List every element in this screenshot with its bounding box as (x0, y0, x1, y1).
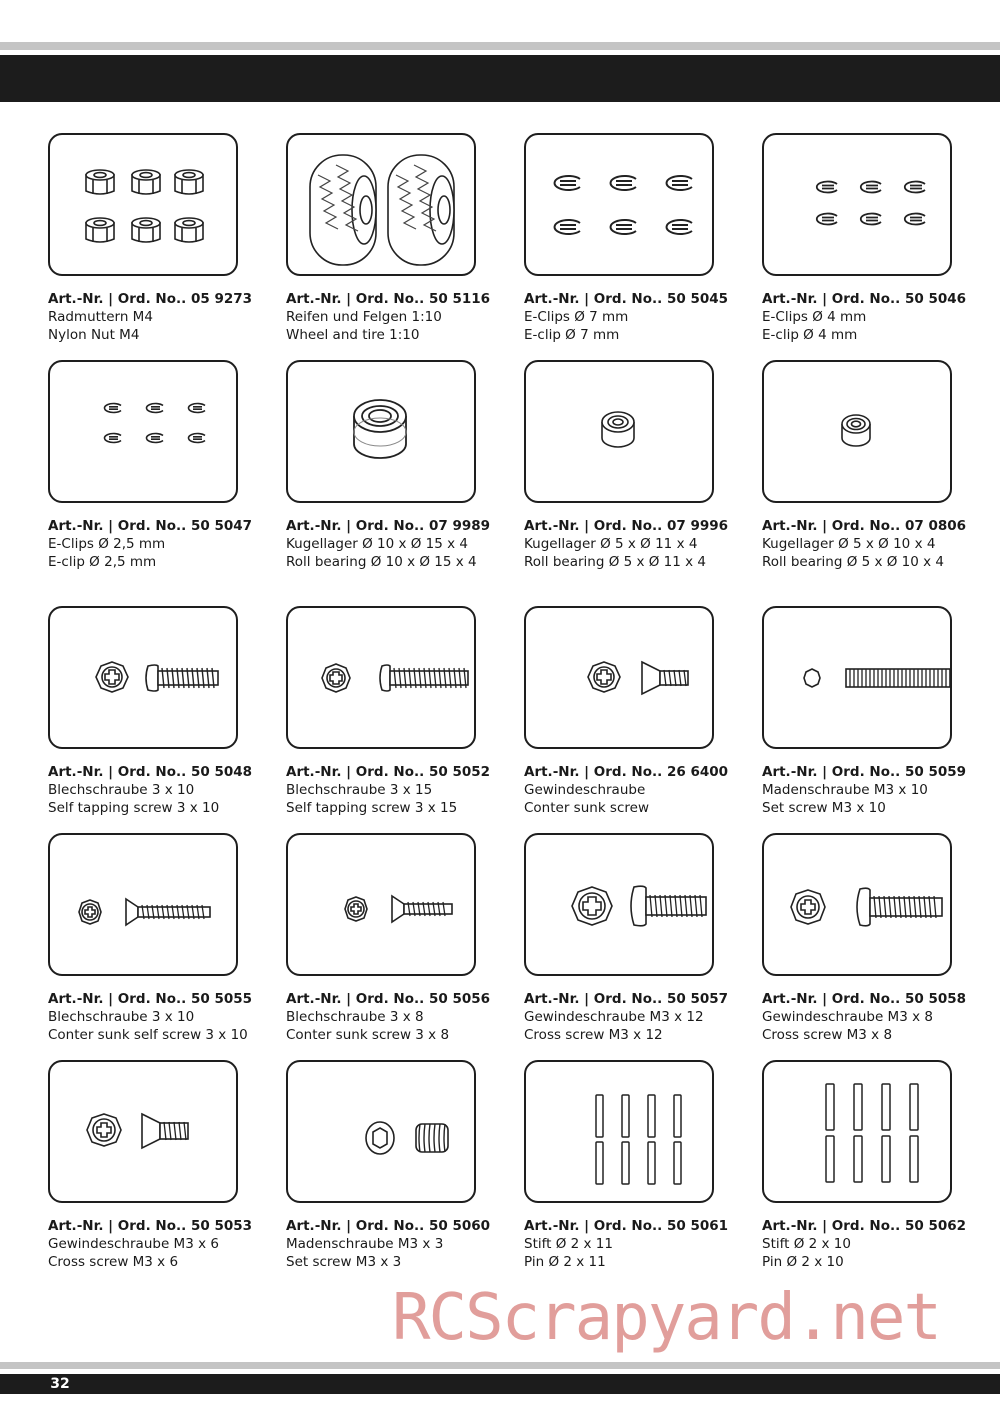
ball-bearing-icon (764, 362, 950, 501)
part-text (524, 1217, 734, 1272)
pan-head-screw-icon (526, 835, 712, 974)
part-text (286, 990, 496, 1045)
pan-head-screw-icon (288, 608, 474, 747)
order-number: Art.-Nr. | Ord. No.. 50 5061 (524, 1218, 729, 1234)
part-image-frame (762, 360, 952, 503)
part-text (524, 517, 734, 572)
page-number: 32 (40, 1374, 80, 1394)
order-number: Art.-Nr. | Ord. No.. 07 9989 (286, 518, 491, 534)
part-text (48, 517, 258, 572)
description-en: Set screw M3 x 3 (286, 1254, 402, 1271)
description-de: Gewindeschraube M3 x 12 (524, 1009, 704, 1026)
order-number: Art.-Nr. | Ord. No.. 07 0806 (762, 518, 967, 534)
part-text (762, 517, 972, 572)
pin-icon (526, 1062, 712, 1201)
description-de: Reifen und Felgen 1:10 (286, 309, 442, 326)
order-number: Art.-Nr. | Ord. No.. 50 5062 (762, 1218, 967, 1234)
description-de: Blechschraube 3 x 8 (286, 1009, 424, 1026)
order-number: Art.-Nr. | Ord. No.. 50 5056 (286, 991, 491, 1007)
description-en: Conter sunk screw (524, 800, 649, 817)
nylon-nut-icon (50, 135, 236, 274)
description-de: Radmuttern M4 (48, 309, 153, 326)
ball-bearing-icon (288, 362, 474, 501)
description-en: Roll bearing Ø 5 x Ø 11 x 4 (524, 554, 707, 571)
part-image-frame (762, 1060, 952, 1203)
description-de: Blechschraube 3 x 15 (286, 782, 433, 799)
countersunk-screw-icon (526, 608, 712, 747)
description-de: Madenschraube M3 x 10 (762, 782, 928, 799)
part-image-frame (286, 606, 476, 749)
part-image-frame (524, 606, 714, 749)
description-de: Kugellager Ø 10 x Ø 15 x 4 (286, 536, 469, 553)
description-en: E-clip Ø 2,5 mm (48, 554, 157, 571)
pan-head-screw-icon (764, 835, 950, 974)
order-number: Art.-Nr. | Ord. No.. 07 9996 (524, 518, 729, 534)
description-de: E-Clips Ø 2,5 mm (48, 536, 166, 553)
part-text (524, 990, 734, 1045)
description-de: Blechschraube 3 x 10 (48, 782, 195, 799)
countersunk-screw-icon (288, 835, 474, 974)
part-image-frame (48, 1060, 238, 1203)
description-en: Pin Ø 2 x 10 (762, 1254, 844, 1271)
order-number: Art.-Nr. | Ord. No.. 50 5046 (762, 291, 967, 307)
part-image-frame (762, 833, 952, 976)
part-image-frame (286, 833, 476, 976)
set-screw-icon (764, 608, 950, 747)
order-number: Art.-Nr. | Ord. No.. 50 5048 (48, 764, 253, 780)
watermark: RCScrapyard.net (392, 1281, 940, 1355)
part-text (524, 763, 734, 818)
part-image-frame (762, 606, 952, 749)
e-clip-icon (526, 135, 712, 274)
part-text (48, 990, 258, 1045)
description-en: E-clip Ø 4 mm (762, 327, 858, 344)
description-de: E-Clips Ø 7 mm (524, 309, 629, 326)
bottom-rule (0, 1362, 1000, 1369)
part-image-frame (524, 133, 714, 276)
description-en: Pin Ø 2 x 11 (524, 1254, 606, 1271)
description-en: Wheel and tire 1:10 (286, 327, 420, 344)
part-text (524, 290, 734, 345)
part-image-frame (48, 133, 238, 276)
description-en: Cross screw M3 x 12 (524, 1027, 663, 1044)
description-en: Cross screw M3 x 8 (762, 1027, 893, 1044)
part-image-frame (48, 360, 238, 503)
countersunk-screw-icon (50, 835, 236, 974)
description-en: Roll bearing Ø 5 x Ø 10 x 4 (762, 554, 945, 571)
part-image-frame (286, 1060, 476, 1203)
part-text (286, 763, 496, 818)
part-image-frame (524, 360, 714, 503)
description-en: Self tapping screw 3 x 10 (48, 800, 220, 817)
description-de: Gewindeschraube (524, 782, 646, 799)
description-de: Stift Ø 2 x 11 (524, 1236, 613, 1253)
part-text (762, 290, 972, 345)
countersunk-screw-icon (50, 1062, 236, 1201)
pan-head-screw-icon (50, 608, 236, 747)
description-en: Set screw M3 x 10 (762, 800, 886, 817)
order-number: Art.-Nr. | Ord. No.. 26 6400 (524, 764, 729, 780)
description-de: Gewindeschraube M3 x 8 (762, 1009, 933, 1026)
part-text (286, 290, 496, 345)
part-text (762, 1217, 972, 1272)
part-image-frame (48, 606, 238, 749)
order-number: Art.-Nr. | Ord. No.. 50 5053 (48, 1218, 253, 1234)
part-image-frame (48, 833, 238, 976)
description-de: Kugellager Ø 5 x Ø 11 x 4 (524, 536, 698, 553)
part-text (48, 1217, 258, 1272)
description-de: Stift Ø 2 x 10 (762, 1236, 851, 1253)
part-image-frame (524, 833, 714, 976)
description-de: Kugellager Ø 5 x Ø 10 x 4 (762, 536, 936, 553)
description-de: Madenschraube M3 x 3 (286, 1236, 444, 1253)
footer-band (0, 1374, 1000, 1394)
part-image-frame (524, 1060, 714, 1203)
e-clip-icon (50, 362, 236, 501)
description-en: Conter sunk self screw 3 x 10 (48, 1027, 248, 1044)
description-de: Gewindeschraube M3 x 6 (48, 1236, 219, 1253)
description-de: Blechschraube 3 x 10 (48, 1009, 195, 1026)
e-clip-icon (764, 135, 950, 274)
order-number: Art.-Nr. | Ord. No.. 50 5060 (286, 1218, 491, 1234)
pin-icon (764, 1062, 950, 1201)
description-en: Roll bearing Ø 10 x Ø 15 x 4 (286, 554, 477, 571)
order-number: Art.-Nr. | Ord. No.. 50 5058 (762, 991, 967, 1007)
description-de: E-Clips Ø 4 mm (762, 309, 867, 326)
part-image-frame (286, 133, 476, 276)
part-text (286, 517, 496, 572)
description-en: Conter sunk screw 3 x 8 (286, 1027, 450, 1044)
order-number: Art.-Nr. | Ord. No.. 05 9273 (48, 291, 253, 307)
ball-bearing-icon (526, 362, 712, 501)
set-screw-icon (288, 1062, 474, 1201)
wheel-tire-icon (288, 135, 474, 274)
part-text (762, 990, 972, 1045)
order-number: Art.-Nr. | Ord. No.. 50 5052 (286, 764, 491, 780)
part-text (48, 763, 258, 818)
part-text (762, 763, 972, 818)
order-number: Art.-Nr. | Ord. No.. 50 5059 (762, 764, 967, 780)
description-en: Nylon Nut M4 (48, 327, 140, 344)
order-number: Art.-Nr. | Ord. No.. 50 5045 (524, 291, 729, 307)
order-number: Art.-Nr. | Ord. No.. 50 5116 (286, 291, 491, 307)
description-en: Self tapping screw 3 x 15 (286, 800, 458, 817)
part-image-frame (762, 133, 952, 276)
description-en: Cross screw M3 x 6 (48, 1254, 179, 1271)
part-image-frame (286, 360, 476, 503)
order-number: Art.-Nr. | Ord. No.. 50 5047 (48, 518, 253, 534)
order-number: Art.-Nr. | Ord. No.. 50 5057 (524, 991, 729, 1007)
part-text (48, 290, 258, 345)
part-text (286, 1217, 496, 1272)
description-en: E-clip Ø 7 mm (524, 327, 620, 344)
order-number: Art.-Nr. | Ord. No.. 50 5055 (48, 991, 253, 1007)
